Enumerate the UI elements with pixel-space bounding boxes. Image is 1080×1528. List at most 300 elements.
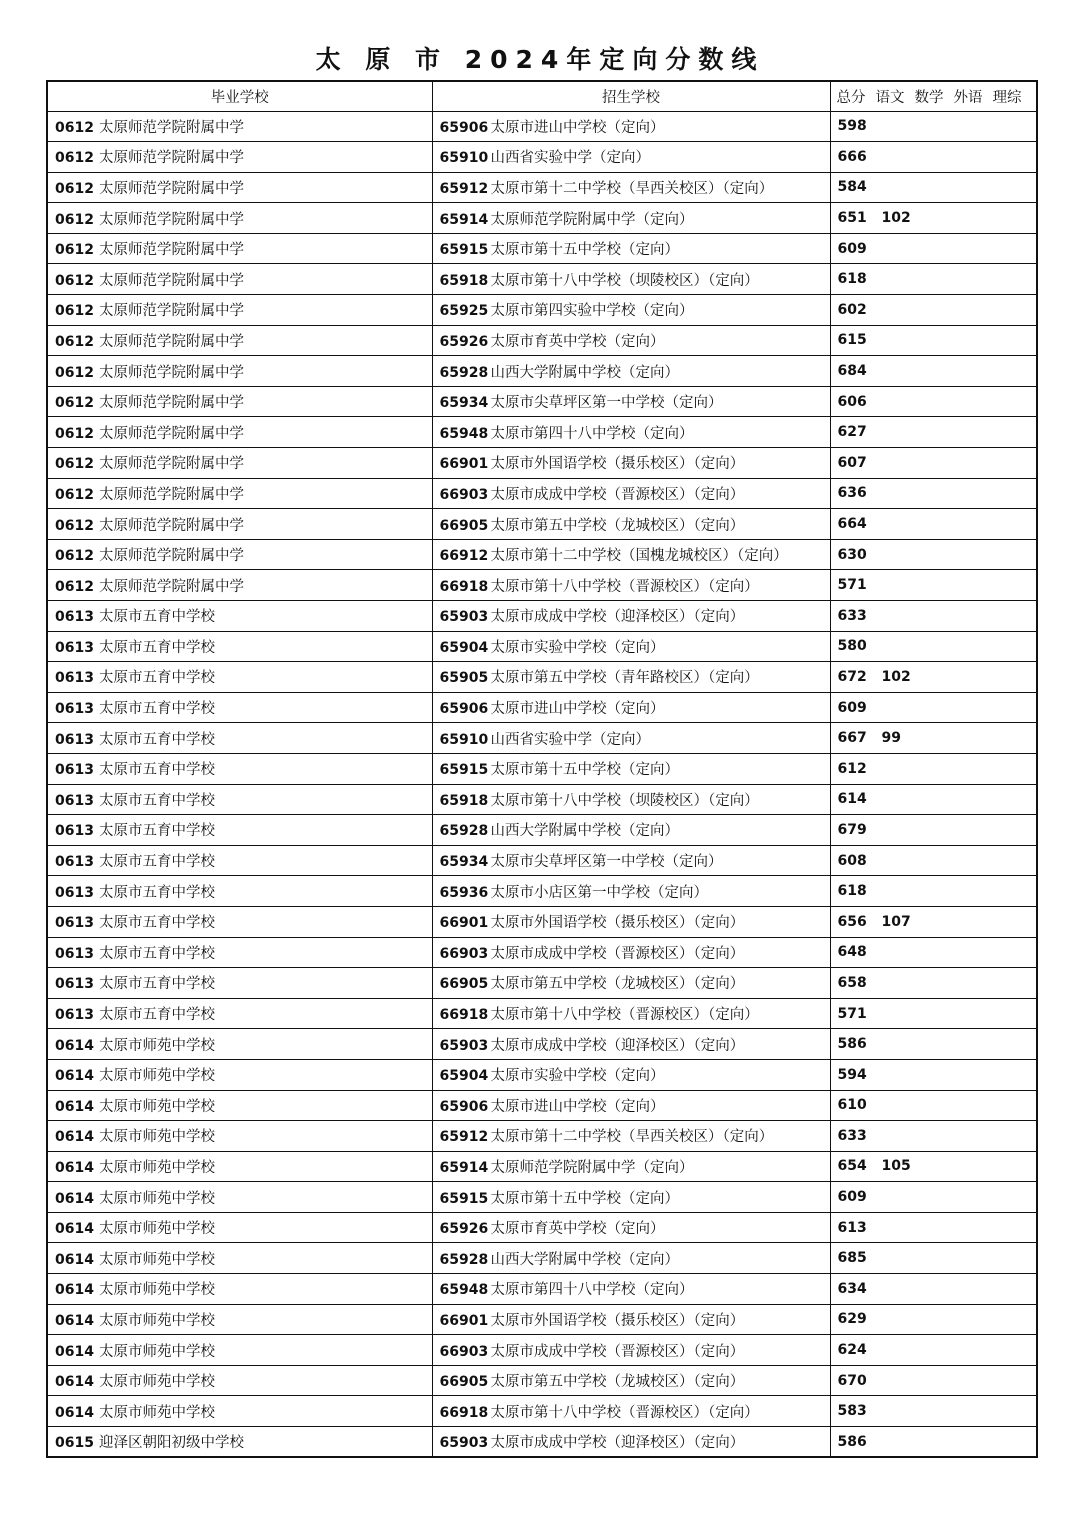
total-score: 571 (837, 1005, 867, 1022)
graduate-school-name: 太原市师苑中学校 (99, 1068, 215, 1085)
admission-school-name: 太原市第五中学校（龙城校区）（定向） (490, 517, 745, 534)
table-row (47, 417, 1037, 448)
graduate-school-cell (47, 692, 432, 723)
graduate-school-name: 太原师范学院附属中学 (99, 395, 244, 412)
graduate-school-cell (47, 998, 432, 1029)
total-score: 648 (837, 944, 867, 961)
admission-school-cell (432, 509, 830, 540)
score-cell (830, 753, 1037, 784)
admission-school-code: 66905 (439, 1374, 489, 1391)
admission-school-name: 太原市第十二中学校（旱西关校区）（定向） (490, 1129, 774, 1146)
graduate-school-name: 太原市五育中学校 (99, 670, 215, 687)
graduate-school-name: 太原市五育中学校 (99, 762, 215, 779)
table-row (47, 906, 1037, 937)
admission-school-code: 65915 (439, 1190, 489, 1207)
table-row (47, 815, 1037, 846)
graduate-school-code: 0614 (55, 1221, 94, 1238)
admission-school-name: 太原市第十八中学校（晋源校区）（定向） (490, 1007, 759, 1024)
graduate-school-name: 太原市五育中学校 (99, 792, 215, 809)
graduate-school-code: 0612 (55, 425, 94, 442)
admission-school-code: 65936 (439, 884, 489, 901)
score-cell (830, 1151, 1037, 1182)
admission-school-name: 山西大学附属中学校（定向） (490, 364, 679, 381)
table-row (47, 295, 1037, 326)
graduate-school-cell (47, 1304, 432, 1335)
admission-school-name: 山西大学附属中学校（定向） (490, 823, 679, 840)
graduate-school-cell (47, 448, 432, 479)
table-row (47, 172, 1037, 203)
score-cell (830, 356, 1037, 387)
graduate-school-cell (47, 417, 432, 448)
admission-school-code: 65906 (439, 119, 489, 136)
score-cell (830, 631, 1037, 662)
admission-school-cell (432, 784, 830, 815)
subject-score: 102 (881, 668, 911, 685)
admission-school-code: 66905 (439, 976, 489, 993)
graduate-school-name: 太原师范学院附属中学 (99, 364, 244, 381)
score-cell (830, 1274, 1037, 1305)
graduate-school-name: 太原师范学院附属中学 (99, 272, 244, 289)
table-row (47, 753, 1037, 784)
graduate-school-cell (47, 1335, 432, 1366)
graduate-school-code: 0613 (55, 823, 94, 840)
score-cell (830, 906, 1037, 937)
score-cell (830, 1090, 1037, 1121)
total-score: 584 (837, 179, 867, 196)
graduate-school-name: 太原市五育中学校 (99, 854, 215, 871)
admission-school-code: 65948 (439, 1282, 489, 1299)
table-row (47, 1029, 1037, 1060)
admission-school-code: 65928 (439, 1251, 489, 1268)
graduate-school-name: 太原市师苑中学校 (99, 1374, 215, 1391)
graduate-school-cell (47, 1121, 432, 1152)
admission-school-cell (432, 111, 830, 142)
score-cell (830, 1121, 1037, 1152)
score-cell (830, 601, 1037, 632)
graduate-school-cell (47, 295, 432, 326)
table-row (47, 692, 1037, 723)
score-cell (830, 1304, 1037, 1335)
table-row (47, 1151, 1037, 1182)
admission-school-name: 太原市成成中学校（迎泽校区）（定向） (490, 1037, 745, 1054)
score-cell (830, 295, 1037, 326)
admission-school-code: 65926 (439, 333, 489, 350)
admission-school-name: 山西省实验中学（定向） (490, 150, 650, 167)
graduate-school-name: 太原市五育中学校 (99, 945, 215, 962)
admission-school-code: 65925 (439, 303, 489, 320)
score-cell (830, 876, 1037, 907)
graduate-school-name: 太原市师苑中学校 (99, 1159, 215, 1176)
header-graduate-school: 毕业学校 (47, 81, 432, 111)
admission-school-cell (432, 1365, 830, 1396)
admission-school-cell (432, 876, 830, 907)
graduate-school-name: 太原市五育中学校 (99, 731, 215, 748)
score-cell (830, 172, 1037, 203)
admission-school-name: 太原市成成中学校（晋源校区）（定向） (490, 486, 745, 503)
admission-school-code: 65906 (439, 701, 489, 718)
admission-school-code: 65914 (439, 211, 489, 228)
graduate-school-code: 0612 (55, 180, 94, 197)
graduate-school-cell (47, 906, 432, 937)
table-row (47, 1396, 1037, 1427)
admission-school-cell (432, 1243, 830, 1274)
graduate-school-name: 太原师范学院附属中学 (99, 456, 244, 473)
graduate-school-code: 0613 (55, 639, 94, 656)
table-row (47, 539, 1037, 570)
score-cell (830, 815, 1037, 846)
total-score: 606 (837, 393, 867, 410)
score-cell (830, 233, 1037, 264)
table-row (47, 1121, 1037, 1152)
score-cell (830, 1243, 1037, 1274)
table-row (47, 1090, 1037, 1121)
graduate-school-code: 0612 (55, 364, 94, 381)
admission-school-cell (432, 601, 830, 632)
table-row (47, 876, 1037, 907)
graduate-school-code: 0612 (55, 486, 94, 503)
table-row (47, 845, 1037, 876)
graduate-school-cell (47, 570, 432, 601)
admission-school-cell (432, 295, 830, 326)
graduate-school-cell (47, 723, 432, 754)
graduate-school-name: 太原市五育中学校 (99, 639, 215, 656)
admission-school-code: 65918 (439, 272, 489, 289)
admission-school-cell (432, 203, 830, 234)
graduate-school-cell (47, 203, 432, 234)
table-row (47, 1243, 1037, 1274)
score-cell (830, 570, 1037, 601)
admission-school-code: 65926 (439, 1221, 489, 1238)
score-cell (830, 937, 1037, 968)
total-score: 598 (837, 118, 867, 135)
admission-school-cell (432, 478, 830, 509)
graduate-school-code: 0613 (55, 792, 94, 809)
admission-school-code: 65903 (439, 609, 489, 626)
graduate-school-code: 0612 (55, 548, 94, 565)
admission-school-cell (432, 264, 830, 295)
score-cell (830, 1212, 1037, 1243)
admission-school-name: 太原市外国语学校（摄乐校区）（定向） (490, 915, 745, 932)
graduate-school-cell (47, 1365, 432, 1396)
admission-school-code: 65934 (439, 395, 489, 412)
total-score: 634 (837, 1280, 867, 1297)
graduate-school-cell (47, 1274, 432, 1305)
table-row (47, 1304, 1037, 1335)
graduate-school-name: 太原师范学院附属中学 (99, 150, 244, 167)
admission-school-name: 太原师范学院附属中学（定向） (490, 1159, 694, 1176)
admission-school-code: 66918 (439, 578, 489, 595)
admission-school-code: 65910 (439, 731, 489, 748)
total-score: 613 (837, 1219, 867, 1236)
graduate-school-code: 0615 (55, 1435, 94, 1452)
table-row (47, 233, 1037, 264)
table-row (47, 1274, 1037, 1305)
admission-school-name: 太原市第五中学校（龙城校区）（定向） (490, 1374, 745, 1391)
total-score: 602 (837, 301, 867, 318)
admission-school-name: 太原市第十八中学校（晋源校区）（定向） (490, 1404, 759, 1421)
total-score: 615 (837, 332, 867, 349)
score-cell (830, 203, 1037, 234)
score-cell (830, 448, 1037, 479)
graduate-school-code: 0614 (55, 1312, 94, 1329)
admission-school-cell (432, 417, 830, 448)
graduate-school-code: 0613 (55, 915, 94, 932)
admission-school-cell (432, 1121, 830, 1152)
graduate-school-code: 0614 (55, 1037, 94, 1054)
total-score: 618 (837, 271, 867, 288)
admission-school-cell (432, 998, 830, 1029)
graduate-school-code: 0612 (55, 211, 94, 228)
graduate-school-cell (47, 1396, 432, 1427)
admission-school-code: 66905 (439, 517, 489, 534)
table-row (47, 662, 1037, 693)
score-cell (830, 784, 1037, 815)
graduate-school-name: 太原师范学院附属中学 (99, 180, 244, 197)
graduate-school-name: 太原师范学院附属中学 (99, 211, 244, 228)
header-admission-school: 招生学校 (432, 81, 830, 111)
graduate-school-name: 太原市五育中学校 (99, 823, 215, 840)
admission-school-name: 山西省实验中学（定向） (490, 731, 650, 748)
total-score: 580 (837, 638, 867, 655)
graduate-school-name: 太原市师苑中学校 (99, 1282, 215, 1299)
admission-school-cell (432, 662, 830, 693)
admission-school-name: 山西大学附属中学校（定向） (490, 1251, 679, 1268)
graduate-school-cell (47, 1151, 432, 1182)
graduate-school-code: 0614 (55, 1343, 94, 1360)
admission-school-name: 太原市进山中学校（定向） (490, 701, 665, 718)
graduate-school-name: 太原师范学院附属中学 (99, 486, 244, 503)
graduate-school-cell (47, 876, 432, 907)
admission-school-name: 太原市尖草坪区第一中学校（定向） (490, 854, 723, 871)
graduate-school-cell (47, 539, 432, 570)
graduate-school-cell (47, 386, 432, 417)
graduate-school-name: 太原市师苑中学校 (99, 1190, 215, 1207)
table-row (47, 478, 1037, 509)
score-cell (830, 539, 1037, 570)
graduate-school-name: 太原市五育中学校 (99, 884, 215, 901)
graduate-school-code: 0614 (55, 1282, 94, 1299)
total-score: 636 (837, 485, 867, 502)
admission-school-code: 65948 (439, 425, 489, 442)
admission-school-name: 太原市第十五中学校（定向） (490, 1190, 679, 1207)
admission-school-name: 太原市进山中学校（定向） (490, 119, 665, 136)
table-row (47, 784, 1037, 815)
admission-school-code: 65906 (439, 1098, 489, 1115)
admission-school-cell (432, 937, 830, 968)
graduate-school-name: 太原市师苑中学校 (99, 1312, 215, 1329)
total-score: 609 (837, 240, 867, 257)
table-row (47, 1059, 1037, 1090)
admission-school-cell (432, 815, 830, 846)
graduate-school-cell (47, 784, 432, 815)
admission-school-name: 太原市第十五中学校（定向） (490, 242, 679, 259)
score-cell (830, 692, 1037, 723)
graduate-school-cell (47, 1212, 432, 1243)
admission-school-cell (432, 1335, 830, 1366)
score-cell (830, 723, 1037, 754)
graduate-school-code: 0613 (55, 731, 94, 748)
admission-school-cell (432, 233, 830, 264)
graduate-school-cell (47, 631, 432, 662)
admission-school-cell (432, 692, 830, 723)
graduate-school-name: 太原市五育中学校 (99, 609, 215, 626)
admission-school-name: 太原市小店区第一中学校（定向） (490, 884, 708, 901)
total-score: 594 (837, 1066, 867, 1083)
table-row (47, 111, 1037, 142)
admission-school-name: 太原市成成中学校（迎泽校区）（定向） (490, 609, 745, 626)
graduate-school-code: 0612 (55, 119, 94, 136)
table-row (47, 325, 1037, 356)
graduate-school-code: 0614 (55, 1129, 94, 1146)
total-score: 670 (837, 1372, 867, 1389)
total-score: 608 (837, 852, 867, 869)
total-score: 656 (837, 913, 867, 930)
score-table (46, 80, 1038, 1458)
graduate-school-name: 太原师范学院附属中学 (99, 303, 244, 320)
graduate-school-cell (47, 233, 432, 264)
total-score: 666 (837, 148, 867, 165)
admission-school-code: 65928 (439, 823, 489, 840)
admission-school-cell (432, 1212, 830, 1243)
admission-school-cell (432, 968, 830, 999)
graduate-school-code: 0612 (55, 333, 94, 350)
graduate-school-code: 0614 (55, 1159, 94, 1176)
total-score: 614 (837, 791, 867, 808)
total-score: 607 (837, 454, 867, 471)
graduate-school-code: 0612 (55, 303, 94, 320)
admission-school-name: 太原市育英中学校（定向） (490, 333, 665, 350)
graduate-school-name: 太原市师苑中学校 (99, 1404, 215, 1421)
total-score: 654 (837, 1158, 867, 1175)
score-cell (830, 1182, 1037, 1213)
admission-school-code: 66912 (439, 548, 489, 565)
graduate-school-name: 太原师范学院附属中学 (99, 548, 244, 565)
total-score: 629 (837, 1311, 867, 1328)
graduate-school-name: 太原师范学院附属中学 (99, 517, 244, 534)
total-score: 627 (837, 424, 867, 441)
admission-school-cell (432, 1274, 830, 1305)
admission-school-code: 65928 (439, 364, 489, 381)
header-chinese: 语文 (875, 89, 905, 106)
subject-score: 107 (881, 913, 911, 930)
graduate-school-code: 0614 (55, 1404, 94, 1421)
score-cell (830, 142, 1037, 173)
table-row (47, 1365, 1037, 1396)
admission-school-cell (432, 356, 830, 387)
admission-school-name: 太原市进山中学校（定向） (490, 1098, 665, 1115)
admission-school-cell (432, 448, 830, 479)
graduate-school-name: 太原市师苑中学校 (99, 1129, 215, 1146)
total-score: 664 (837, 516, 867, 533)
graduate-school-cell (47, 753, 432, 784)
admission-school-name: 太原市第十八中学校（坝陵校区）（定向） (490, 272, 759, 289)
admission-school-cell (432, 1090, 830, 1121)
table-row (47, 937, 1037, 968)
total-score: 658 (837, 974, 867, 991)
table-row (47, 142, 1037, 173)
score-cell (830, 1029, 1037, 1060)
admission-school-code: 66901 (439, 1312, 489, 1329)
graduate-school-cell (47, 937, 432, 968)
table-row (47, 570, 1037, 601)
score-cell (830, 1427, 1037, 1458)
admission-school-cell (432, 1304, 830, 1335)
total-score: 633 (837, 1127, 867, 1144)
graduate-school-code: 0614 (55, 1068, 94, 1085)
admission-school-name: 太原市第十二中学校（旱西关校区）（定向） (490, 180, 774, 197)
table-row (47, 601, 1037, 632)
admission-school-code: 65903 (439, 1037, 489, 1054)
table-row (47, 1335, 1037, 1366)
total-score: 571 (837, 577, 867, 594)
admission-school-code: 65915 (439, 762, 489, 779)
graduate-school-code: 0612 (55, 517, 94, 534)
graduate-school-code: 0613 (55, 609, 94, 626)
graduate-school-cell (47, 1182, 432, 1213)
admission-school-code: 66918 (439, 1007, 489, 1024)
admission-school-code: 66903 (439, 1343, 489, 1360)
admission-school-name: 太原市第五中学校（龙城校区）（定向） (490, 976, 745, 993)
graduate-school-cell (47, 325, 432, 356)
table-body (47, 111, 1037, 1457)
admission-school-code: 65904 (439, 1068, 489, 1085)
score-cell (830, 478, 1037, 509)
score-cell (830, 386, 1037, 417)
graduate-school-cell (47, 1090, 432, 1121)
score-cell (830, 417, 1037, 448)
header-science: 理综 (992, 89, 1022, 106)
graduate-school-code: 0613 (55, 670, 94, 687)
admission-school-name: 太原市实验中学校（定向） (490, 1068, 665, 1085)
admission-school-code: 65918 (439, 792, 489, 809)
subject-score: 105 (881, 1158, 911, 1175)
admission-school-cell (432, 1151, 830, 1182)
total-score: 684 (837, 363, 867, 380)
admission-school-name: 太原市成成中学校（晋源校区）（定向） (490, 945, 745, 962)
header-math: 数学 (914, 89, 944, 106)
table-row (47, 1427, 1037, 1458)
graduate-school-name: 太原市五育中学校 (99, 1007, 215, 1024)
graduate-school-code: 0612 (55, 578, 94, 595)
graduate-school-code: 0614 (55, 1098, 94, 1115)
admission-school-code: 66901 (439, 915, 489, 932)
total-score: 624 (837, 1342, 867, 1359)
score-cell (830, 1365, 1037, 1396)
score-cell (830, 325, 1037, 356)
graduate-school-code: 0613 (55, 976, 94, 993)
graduate-school-name: 太原市五育中学校 (99, 701, 215, 718)
admission-school-code: 66918 (439, 1404, 489, 1421)
subject-score: 99 (881, 730, 901, 747)
graduate-school-cell (47, 142, 432, 173)
admission-school-name: 太原市外国语学校（摄乐校区）（定向） (490, 456, 745, 473)
graduate-school-name: 太原市师苑中学校 (99, 1251, 215, 1268)
graduate-school-name: 太原市五育中学校 (99, 976, 215, 993)
admission-school-name: 太原市第十二中学校（国槐龙城校区）（定向） (490, 548, 788, 565)
admission-school-cell (432, 631, 830, 662)
graduate-school-name: 太原师范学院附属中学 (99, 578, 244, 595)
admission-school-cell (432, 723, 830, 754)
graduate-school-cell (47, 968, 432, 999)
graduate-school-cell (47, 111, 432, 142)
graduate-school-cell (47, 1427, 432, 1458)
admission-school-code: 65912 (439, 1129, 489, 1146)
page-title: 太 原 市 2024年定向分数线 (315, 45, 765, 74)
header-foreign-language: 外语 (953, 89, 983, 106)
score-cell (830, 1059, 1037, 1090)
graduate-school-code: 0614 (55, 1374, 94, 1391)
admission-school-code: 66903 (439, 486, 489, 503)
